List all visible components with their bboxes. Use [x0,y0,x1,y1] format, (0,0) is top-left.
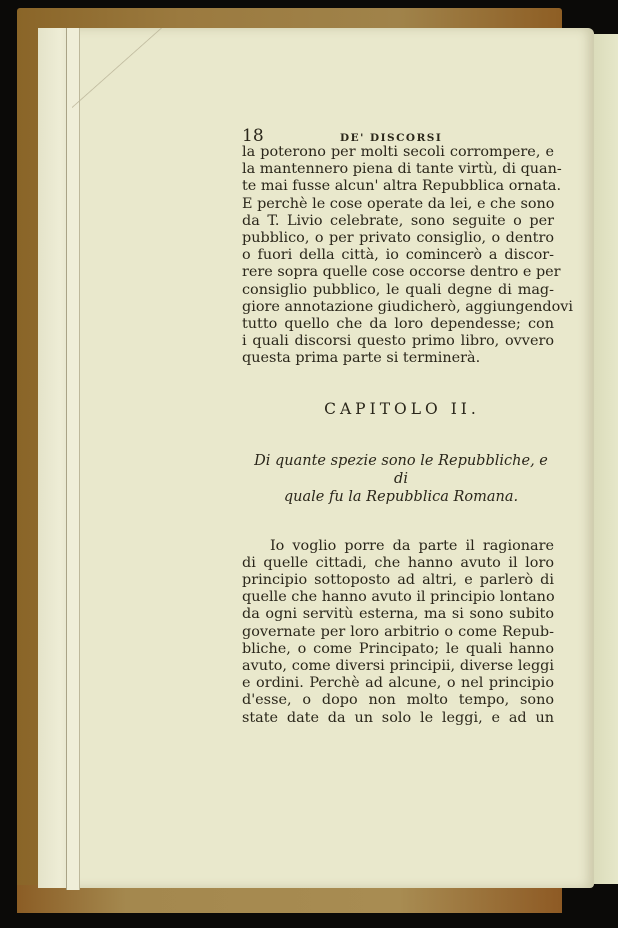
text-line: quelle che hanno avuto il principio lontano [242,589,555,606]
text-line: tutto quello che da loro dependesse; con [242,316,554,333]
text-line: te mai fusse alcun' altra Repubblica ornata. [242,178,562,195]
text-line: pubblico, o per privato consiglio, o dentro [242,230,554,247]
text-line: rere sopra quelle cose occorse dentro e per [242,264,561,281]
subtitle-line: Di quante spezie sono le Repubbliche, e di [254,452,548,487]
body-paragraph [242,538,554,727]
text-line: Io voglio porre da parte il ragionare [270,537,554,554]
text-line: governate per loro arbitrio o come Repub- [242,623,554,640]
text-line: da T. Livio celebrate, sono seguite o per [242,212,554,229]
text-line: o fuori della città, io comincerò a discor- [242,247,554,264]
text-line: E perchè le cose operate da lei, e che sono [242,195,555,212]
text-line: d'esse, o dopo non molto tempo, sono [242,692,554,709]
running-head: DE' DISCORSI [340,132,443,144]
text-line: avuto, come diversi principii, diverse leggi [242,658,554,675]
page-text [242,126,573,727]
text-line: state date da un solo le leggi, e ad un [242,709,554,726]
text-line: consiglio pubblico, le quali degne di mag- [242,281,554,298]
text-line: la mantennero piena di tante virtù, di quan- [242,161,562,178]
text-line: di quelle cittadi, che hanno avuto il loro [242,554,554,571]
top-paragraph [242,144,573,368]
text-line: questa prima parte si terminerà. [242,350,481,367]
subtitle-line: quale fu la Repubblica Romana. [283,488,519,505]
page-number: 18 [242,126,264,146]
text-line: i quali discorsi questo primo libro, ovvero [242,333,554,350]
text-line: principio sottoposto ad altri, e parlerò di [242,572,554,589]
book-cover-bottom-edge [17,885,562,913]
text-line: e ordini. Perchè ad alcune, o nel principio [242,675,554,692]
page-header [242,126,554,144]
binding-strip [66,28,80,890]
text-line: bliche, o come Principato; le quali hanno [242,640,554,657]
chapter-heading: CAPITOLO II. [324,399,480,418]
text-line: da ogni servitù esterna, ma si sono subito [242,606,554,623]
text-line: giore annotazione giudicherò, aggiungendovi [242,298,573,315]
chapter-subtitle [248,452,554,506]
text-line: la poterono per molti secoli corrompere, e [242,144,554,160]
page-fold-crease [72,28,162,108]
